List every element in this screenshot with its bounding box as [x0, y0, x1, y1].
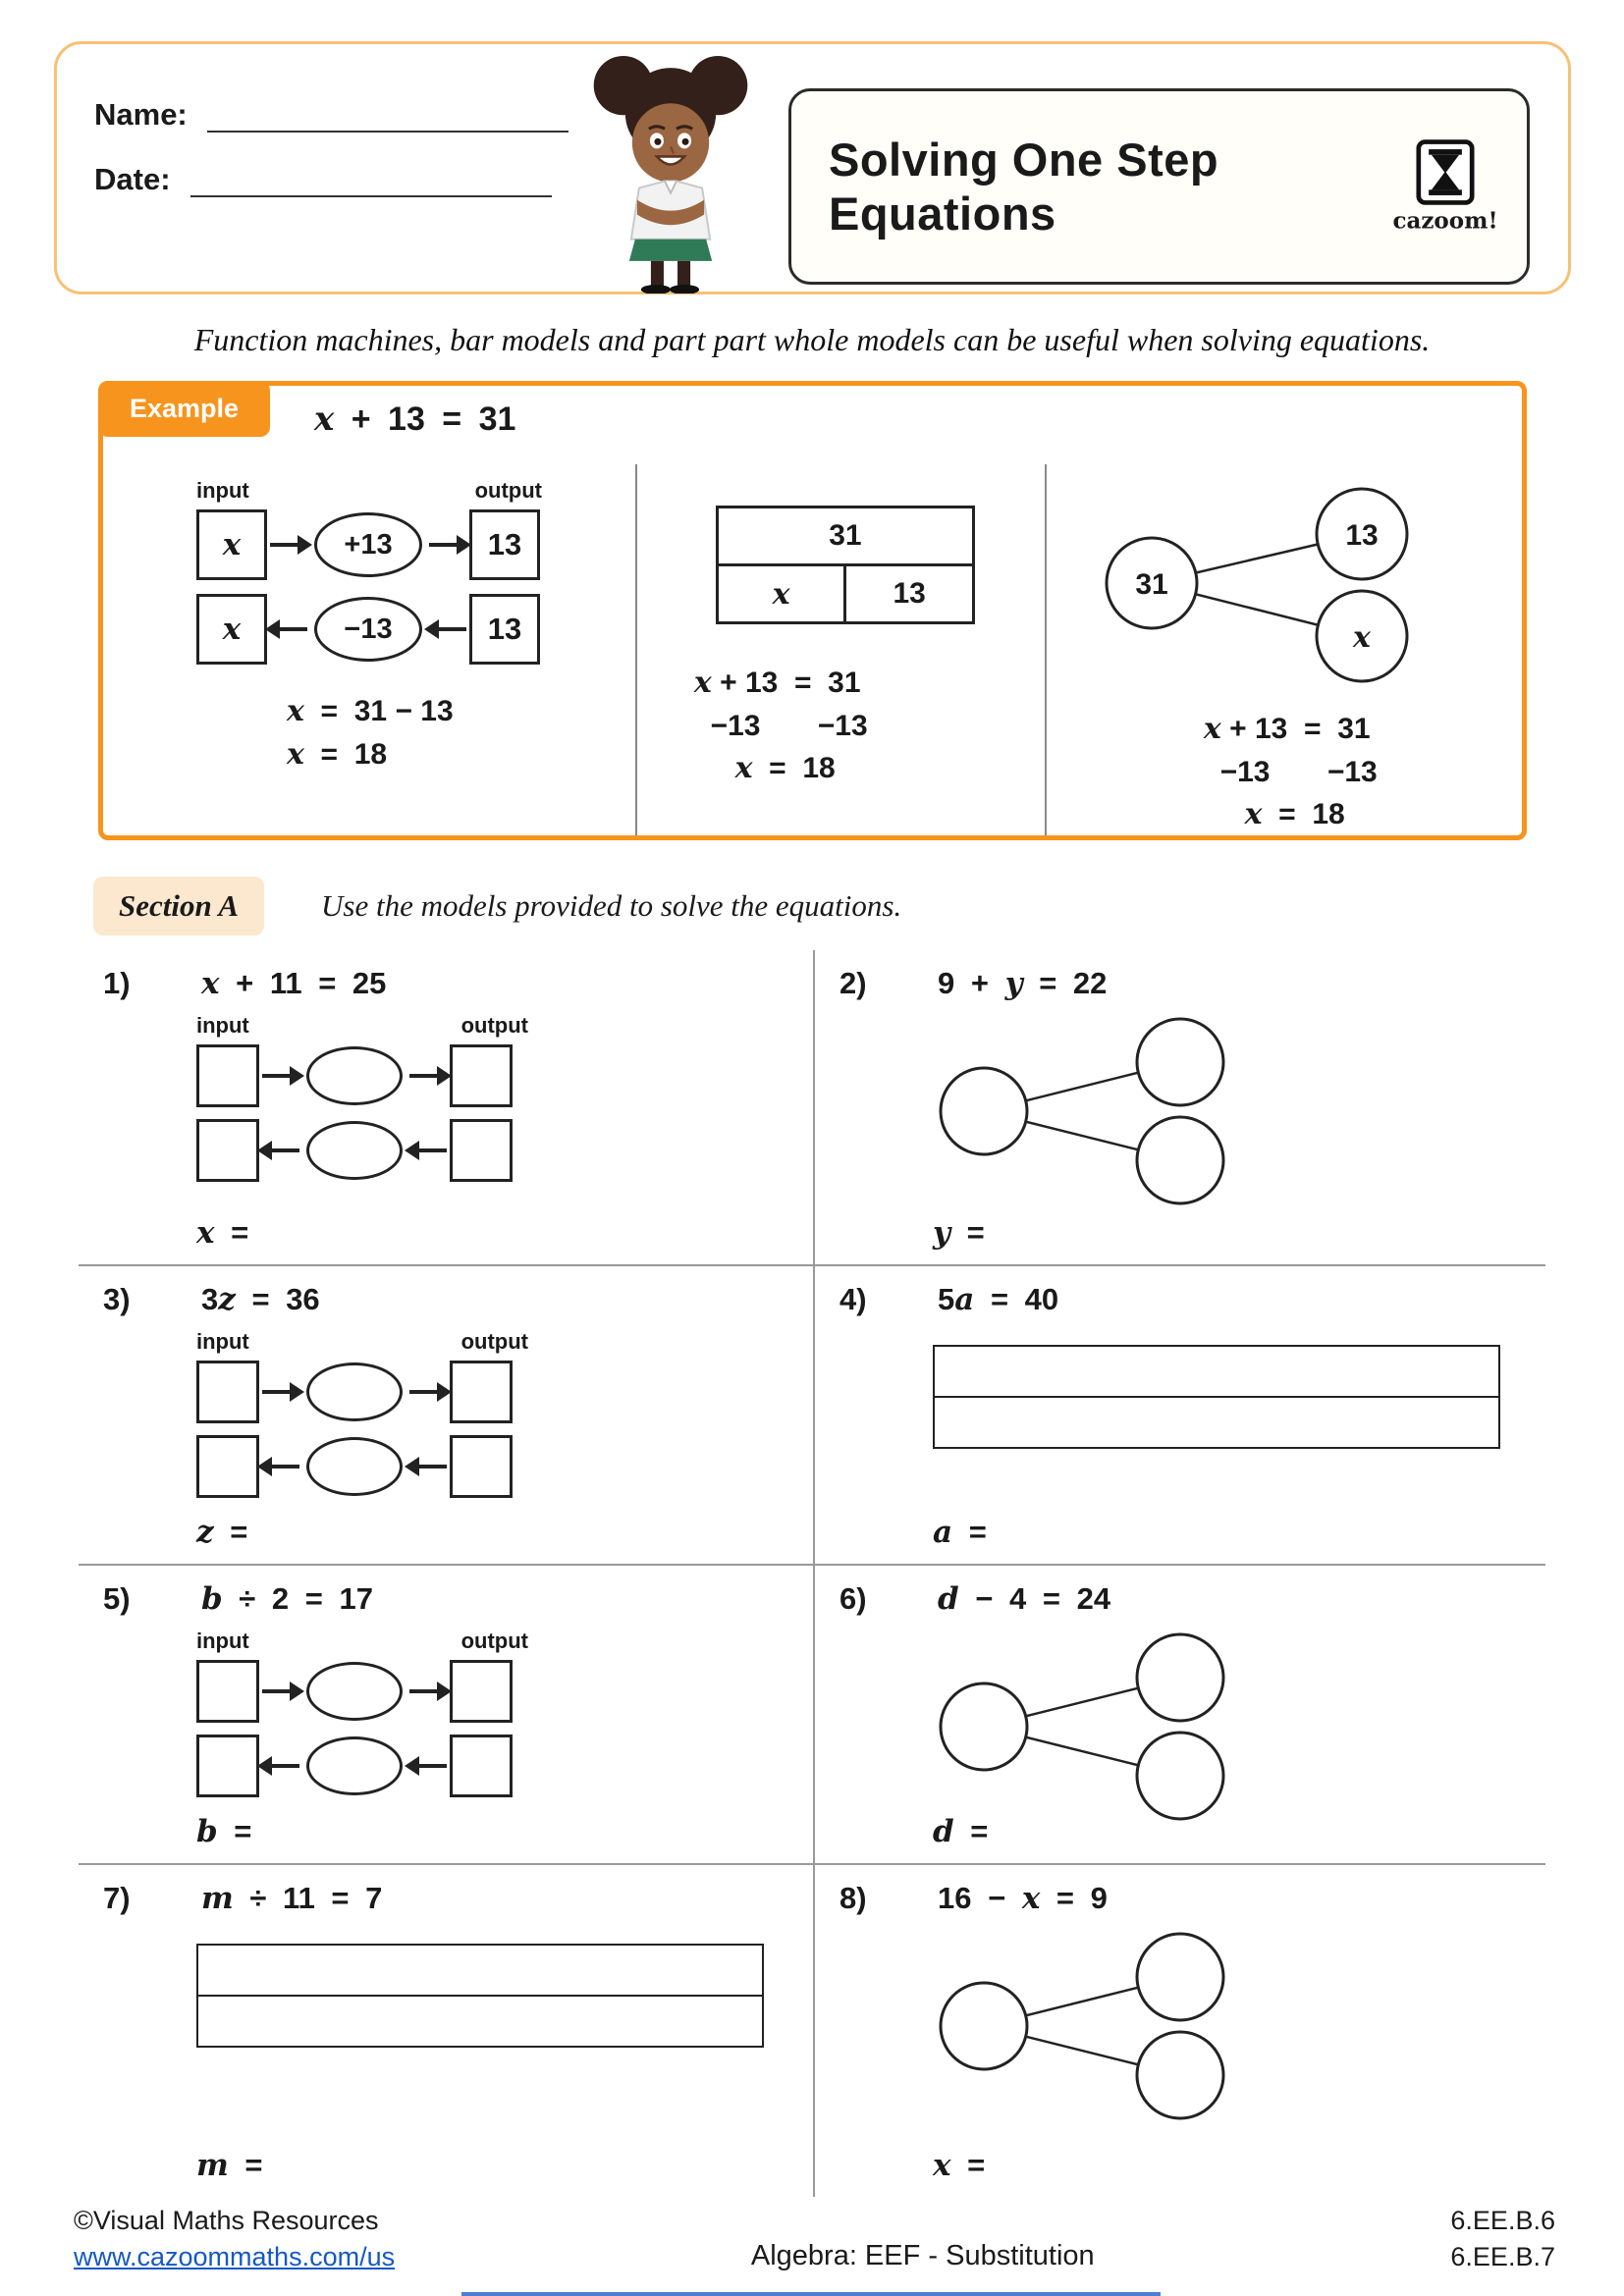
machine-forward-row — [196, 1361, 813, 1423]
copyright-text: ©Visual Maths Resources — [74, 2206, 379, 2236]
problem-number: 6) — [839, 1581, 867, 1616]
part-part-whole-model — [933, 1928, 1239, 2124]
machine-inverse-row — [196, 1735, 813, 1797]
output-box: 13 — [469, 509, 540, 580]
arrow-left-icon — [409, 1764, 447, 1768]
arrow-right-icon — [409, 1074, 447, 1078]
answer-prompt: b = — [196, 1814, 252, 1849]
input-box — [196, 1435, 259, 1498]
date-write-line — [190, 160, 552, 197]
footer — [74, 2203, 1555, 2274]
problem-head — [839, 966, 1545, 1001]
bar-part-cell — [196, 1995, 764, 2048]
arrow-left-icon — [429, 627, 466, 631]
output-box — [450, 1735, 513, 1797]
bar-total-cell — [933, 1345, 1500, 1398]
problems-grid — [79, 950, 1545, 2197]
bar-model — [716, 506, 975, 624]
arrow-left-icon — [262, 1465, 299, 1468]
work-line: −13 −13 — [693, 709, 868, 742]
problem-equation: 3z = 36 — [201, 1282, 320, 1317]
arrow-right-icon — [409, 1390, 447, 1394]
problem-3 — [79, 1266, 815, 1566]
machine-labels — [196, 1013, 528, 1039]
input-label: input — [196, 478, 249, 503]
input-box — [196, 1660, 259, 1723]
output-label: output — [460, 1329, 528, 1354]
work-line: x + 13 = 31 — [1203, 712, 1371, 746]
website-link[interactable]: www.cazoommaths.com/us — [74, 2241, 396, 2271]
answer-prompt: y = — [933, 1215, 985, 1251]
operation-oval — [306, 1736, 403, 1795]
work-line: x + 13 = 31 — [693, 666, 861, 700]
output-label: output — [474, 478, 542, 503]
bar-model — [196, 1944, 764, 2048]
example-box — [98, 381, 1527, 840]
problem-number: 3) — [103, 1282, 131, 1316]
input-label: input — [196, 1629, 249, 1653]
arrow-right-icon — [262, 1074, 299, 1078]
bar-total-cell: 31 — [716, 506, 975, 566]
problem-number: 1) — [103, 966, 131, 1000]
problem-head — [103, 1282, 813, 1317]
function-machine-model — [196, 1329, 813, 1498]
part-part-whole-model — [1101, 478, 1430, 689]
part-part-whole-model — [933, 1013, 1239, 1209]
function-machine-model — [196, 1629, 813, 1797]
problem-equation: 9 + y = 22 — [938, 966, 1108, 1001]
output-box — [450, 1361, 513, 1423]
machine-inverse-row — [196, 1435, 813, 1498]
machine-labels — [196, 478, 542, 504]
operation-oval — [306, 1121, 403, 1180]
problem-head — [103, 1881, 813, 1916]
function-machine-model — [196, 1013, 813, 1182]
problem-number: 2) — [839, 966, 867, 1000]
answer-prompt: d = — [933, 1814, 989, 1849]
operation-oval — [306, 1437, 403, 1496]
input-label: input — [196, 1013, 249, 1038]
worked-solution — [694, 662, 1045, 790]
problem-equation: b ÷ 2 = 17 — [201, 1581, 373, 1617]
hourglass-icon — [1416, 139, 1475, 206]
output-box: 13 — [469, 594, 540, 665]
problem-1 — [79, 950, 815, 1266]
problem-head — [839, 1881, 1545, 1916]
part-value: x — [1352, 620, 1371, 655]
input-box — [196, 1361, 259, 1423]
answer-prompt: x = — [196, 1215, 249, 1251]
machine-inverse-row — [196, 594, 635, 665]
bar-part-cell: x — [716, 563, 847, 624]
title-line-1: Solving One Step — [829, 133, 1219, 186]
problem-2 — [815, 950, 1545, 1266]
example-equation: x + 13 = 31 — [314, 400, 516, 439]
problem-head — [839, 1282, 1545, 1317]
bar-parts-row — [716, 563, 975, 624]
arrow-left-icon — [270, 627, 307, 631]
work-line: x = 31 − 13 — [287, 694, 454, 728]
problem-equation: m ÷ 11 = 7 — [201, 1881, 383, 1916]
problem-head — [839, 1581, 1545, 1617]
operation-oval: −13 — [314, 597, 422, 662]
section-badge: Section A — [93, 877, 264, 935]
worked-solution — [287, 690, 635, 775]
answer-prompt: x = — [933, 2148, 986, 2183]
arrow-left-icon — [409, 1148, 447, 1152]
date-field — [94, 160, 552, 197]
arrow-right-icon — [270, 543, 307, 547]
whole-value: 31 — [1135, 568, 1168, 601]
mascot-illustration — [579, 52, 762, 294]
problem-6 — [815, 1566, 1545, 1865]
bar-part-cell — [933, 1396, 1500, 1449]
standard-code: 6.EE.B.6 — [1450, 2206, 1555, 2236]
example-models — [103, 464, 1522, 835]
cazoom-logo — [1387, 139, 1503, 235]
input-label: input — [196, 1329, 249, 1354]
function-machine-model — [196, 478, 635, 665]
arrow-left-icon — [262, 1148, 299, 1152]
operation-oval: +13 — [314, 512, 422, 577]
arrow-right-icon — [409, 1689, 447, 1693]
arrow-left-icon — [262, 1764, 299, 1768]
operation-oval — [306, 1662, 403, 1721]
problem-head — [103, 1581, 813, 1617]
work-line: x = 18 — [287, 736, 388, 772]
output-box — [450, 1435, 513, 1498]
part-part-whole-model — [933, 1629, 1239, 1825]
bar-model — [933, 1345, 1500, 1449]
header-frame — [54, 41, 1571, 294]
output-box — [450, 1119, 513, 1182]
intro-text: Function machines, bar models and part part whole models can be useful when solving equations. — [193, 322, 1431, 357]
footer-topic: Algebra: EEF - Substitution — [750, 2240, 1095, 2271]
arrow-left-icon — [409, 1465, 447, 1468]
work-line: x = 18 — [734, 751, 836, 785]
output-label: output — [460, 1629, 528, 1653]
title-box — [788, 88, 1530, 285]
page-bottom-edge-line — [461, 2292, 1161, 2296]
problem-number: 8) — [839, 1881, 867, 1915]
problem-number: 4) — [839, 1282, 867, 1316]
name-field — [94, 95, 568, 133]
arrow-right-icon — [262, 1689, 299, 1693]
machine-labels — [196, 1629, 528, 1654]
output-box — [450, 1044, 513, 1107]
footer-standards — [1450, 2203, 1555, 2274]
input-box — [196, 1044, 259, 1107]
output-box — [450, 1660, 513, 1723]
machine-forward-row — [196, 1044, 813, 1107]
work-line: −13 −13 — [1203, 755, 1378, 788]
part-value: 13 — [1345, 519, 1379, 552]
input-box — [196, 1735, 259, 1797]
arrow-right-icon — [262, 1390, 299, 1394]
example-tab: Example — [98, 381, 270, 437]
problem-number: 5) — [103, 1581, 131, 1616]
worksheet-title — [829, 133, 1218, 241]
problem-8 — [815, 1865, 1545, 2197]
bar-total-cell — [196, 1944, 764, 1997]
problem-5 — [79, 1566, 815, 1865]
problem-equation: 5a = 40 — [938, 1282, 1059, 1317]
problem-head — [103, 966, 813, 1001]
answer-prompt: a = — [933, 1515, 987, 1550]
bar-part-cell: 13 — [843, 563, 975, 624]
operation-oval — [306, 1046, 403, 1105]
standard-code: 6.EE.B.7 — [1450, 2241, 1555, 2271]
arrow-right-icon — [429, 543, 466, 547]
name-write-line — [207, 95, 568, 133]
machine-forward-row — [196, 1660, 813, 1723]
answer-prompt: m = — [196, 2148, 263, 2183]
footer-left — [74, 2203, 395, 2274]
example-part-part-whole — [1047, 464, 1522, 835]
example-function-machine — [103, 464, 635, 835]
problem-equation: 16 − x = 9 — [938, 1881, 1108, 1916]
problem-equation: d − 4 = 24 — [938, 1581, 1111, 1617]
date-label: Date: — [94, 162, 171, 196]
worked-solution — [1204, 708, 1522, 836]
problem-7 — [79, 1865, 815, 2197]
logo-wordmark: cazoom! — [1392, 207, 1498, 235]
name-label: Name: — [94, 97, 188, 132]
title-line-2: Equations — [829, 187, 1056, 240]
output-label: output — [460, 1013, 528, 1038]
machine-inverse-row — [196, 1119, 813, 1182]
work-line: x = 18 — [1244, 797, 1345, 831]
input-box — [196, 1119, 259, 1182]
section-instructions: Use the models provided to solve the equations. — [321, 888, 902, 923]
input-box: x — [196, 594, 267, 665]
machine-labels — [196, 1329, 528, 1355]
problem-number: 7) — [103, 1881, 131, 1915]
section-a-header — [93, 877, 901, 935]
input-box: x — [196, 509, 267, 580]
problem-4 — [815, 1266, 1545, 1566]
operation-oval — [306, 1362, 403, 1421]
problem-equation: x + 11 = 25 — [201, 966, 387, 1001]
example-bar-model — [635, 464, 1047, 835]
machine-forward-row — [196, 509, 635, 580]
answer-prompt: z = — [196, 1515, 248, 1550]
